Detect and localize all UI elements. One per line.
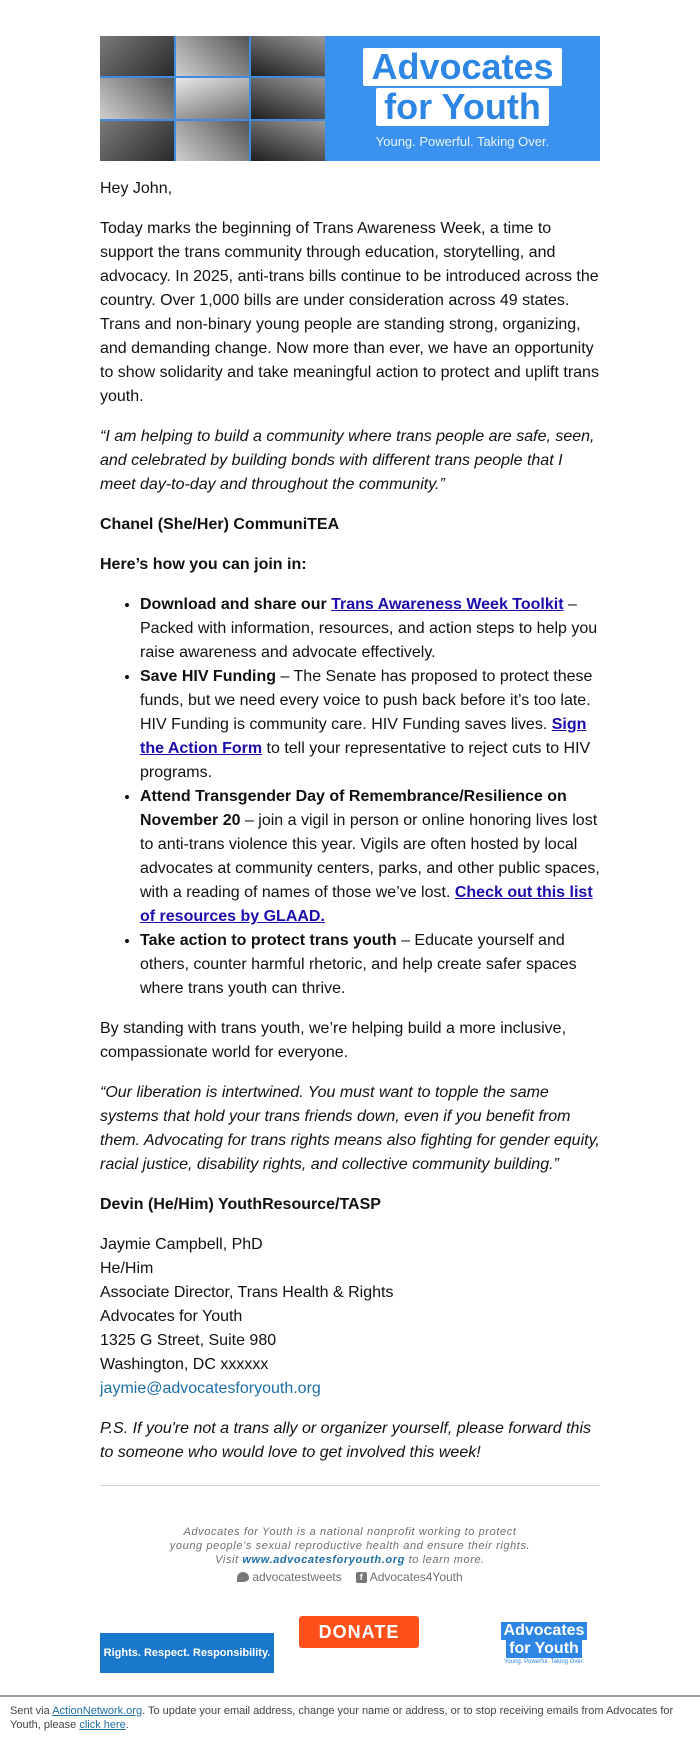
brand-line-1: Advocates <box>363 48 561 86</box>
collage-photo <box>251 78 325 118</box>
twitter-icon <box>237 1572 249 1582</box>
legal-mid: . To update your email address, change your name or address, or to stop receiving emails from Advocates for Youth, please <box>10 1705 674 1731</box>
quote-2: “Our liberation is intertwined. You must want to topple the same systems that hold your trans friends down, even if you benefit from them. Advocating for trans rights means also fighting for gender equity, racial justice, disability rights, and collective community building.” <box>100 1084 600 1173</box>
email-body <box>100 36 600 1481</box>
action-3-bold: Attend Transgender Day of Remembrance/Resilience on November 20 <box>140 788 567 829</box>
action-list <box>100 593 600 1001</box>
collage-photo <box>176 78 250 118</box>
actionnetwork-link[interactable]: ActionNetwork.org <box>52 1705 143 1717</box>
social-links <box>100 1570 600 1584</box>
signature-org: Advocates for Youth <box>100 1308 243 1325</box>
legal-footer <box>10 1704 690 1732</box>
action-4-text: – Educate yourself and others, counter harmful rhetoric, and help create safer spaces where trans youth can thrive. <box>140 932 577 997</box>
action-1-bold: Download and share our <box>140 596 332 613</box>
action-2-text-2: to tell your representative to reject cuts to HIV programs. <box>140 740 591 781</box>
collage-photo <box>100 121 174 161</box>
action-4-bold: Take action to protect trans youth <box>140 932 397 949</box>
footer-description <box>100 1525 600 1567</box>
quote-1-attribution: Chanel (She/Her) CommuniTEA <box>100 516 340 533</box>
facebook-handle: Advocates4Youth <box>369 1570 463 1584</box>
legal-end: . <box>125 1719 129 1731</box>
legal-sent-via: Sent via <box>10 1705 53 1717</box>
action-3-text: – join a vigil in person or online honoring lives lost to anti-trans violence this year. Vigils are often hosted by local advocates at community centers, parks, and other public spaces, with a reading of names of those we’ve lost. <box>140 812 600 901</box>
postscript: P.S. If you're not a trans ally or organizer yourself, please forward this to someone who would love to get involved this week! <box>100 1420 591 1461</box>
signature <box>100 1233 600 1401</box>
photo-collage <box>100 36 325 161</box>
list-item <box>140 593 600 665</box>
footer-line-2: young people’s sexual reproductive health and ensure their rights. <box>169 1540 531 1552</box>
signature-address-2: Washington, DC xxxxxx <box>100 1356 269 1373</box>
brand-line-2: for Youth <box>376 88 549 126</box>
closing-paragraph: By standing with trans youth, we’re helping build a more inclusive, compassionate world for everyone. <box>100 1020 567 1061</box>
collage-photo <box>100 78 174 118</box>
list-item <box>140 785 600 929</box>
footer-visit-pre: Visit <box>215 1554 243 1566</box>
footer-line-1: Advocates for Youth is a national nonprofit working to protect <box>183 1526 517 1538</box>
quote-2-attribution: Devin (He/Him) YouthResource/TASP <box>100 1196 381 1213</box>
signature-pronouns: He/Him <box>100 1260 154 1277</box>
action-1-text: – Packed with information, resources, and action steps to help you raise awareness and advocate effectively. <box>140 596 598 661</box>
header-banner <box>100 36 600 161</box>
collage-photo <box>176 36 250 76</box>
glaad-resources-link[interactable]: Check out this list of resources by GLAAD. <box>140 884 593 925</box>
footer-divider <box>100 1485 600 1486</box>
footer-logo <box>497 1622 591 1668</box>
rights-respect-badge: Rights. Respect. Responsibility. <box>100 1633 274 1673</box>
footer-visit-post: to learn more. <box>404 1554 485 1566</box>
twitter-handle: advocatestweets <box>252 1570 342 1584</box>
twitter-link[interactable] <box>237 1570 341 1584</box>
brand-tagline: Young. Powerful. Taking Over. <box>375 134 550 149</box>
collage-photo <box>100 36 174 76</box>
facebook-link[interactable] <box>356 1570 463 1584</box>
signature-name: Jaymie Campbell, PhD <box>100 1236 263 1253</box>
footer-logo-line-1: Advocates <box>501 1622 588 1640</box>
list-item <box>140 665 600 785</box>
footer-logo-line-2: for Youth <box>506 1640 582 1658</box>
email-content <box>100 177 600 1465</box>
collage-photo <box>251 121 325 161</box>
signature-title: Associate Director, Trans Health & Rights <box>100 1284 394 1301</box>
action-form-link[interactable]: Sign the Action Form <box>140 716 587 757</box>
collage-photo <box>251 36 325 76</box>
quote-1: “I am helping to build a community where trans people are safe, seen, and celebrated by building bonds with different trans people that I meet day-to-day and throughout the community.” <box>100 428 595 493</box>
brand-logo <box>325 36 600 161</box>
donate-button[interactable]: DONATE <box>299 1616 419 1648</box>
collage-photo <box>176 121 250 161</box>
legal-divider <box>0 1695 700 1697</box>
intro-paragraph: Today marks the beginning of Trans Awareness Week, a time to support the trans community through education, storytelling, and advocacy. In 2025, anti-trans bills continue to be introduced across the country. Over 1,000 bills are under consideration across 49 states. Trans and non-binary young people are standing strong, organizing, and demanding change. Now more than ever, we have an opportunity to show solidarity and take meaningful action to protect and uplift trans youth. <box>100 220 599 405</box>
action-2-bold: Save HIV Funding <box>140 668 277 685</box>
facebook-icon: f <box>356 1572 367 1583</box>
unsubscribe-link[interactable]: click here <box>79 1719 126 1731</box>
list-item <box>140 929 600 1001</box>
footer-badges <box>100 1615 600 1675</box>
howto-heading: Here’s how you can join in: <box>100 556 307 573</box>
signature-email-link[interactable]: jaymie@advocatesforyouth.org <box>100 1380 321 1397</box>
toolkit-link[interactable]: Trans Awareness Week Toolkit <box>331 596 564 613</box>
greeting: Hey John, <box>100 180 173 197</box>
footer-website-link[interactable]: www.advocatesforyouth.org <box>242 1554 405 1566</box>
action-2-text: – The Senate has proposed to protect these funds, but we need every voice to push back before it’s too late. HIV Funding is community care. HIV Funding saves lives. <box>140 668 593 733</box>
signature-address-1: 1325 G Street, Suite 980 <box>100 1332 277 1349</box>
footer-logo-tagline: Young. Powerful. Taking Over. <box>503 1659 585 1665</box>
